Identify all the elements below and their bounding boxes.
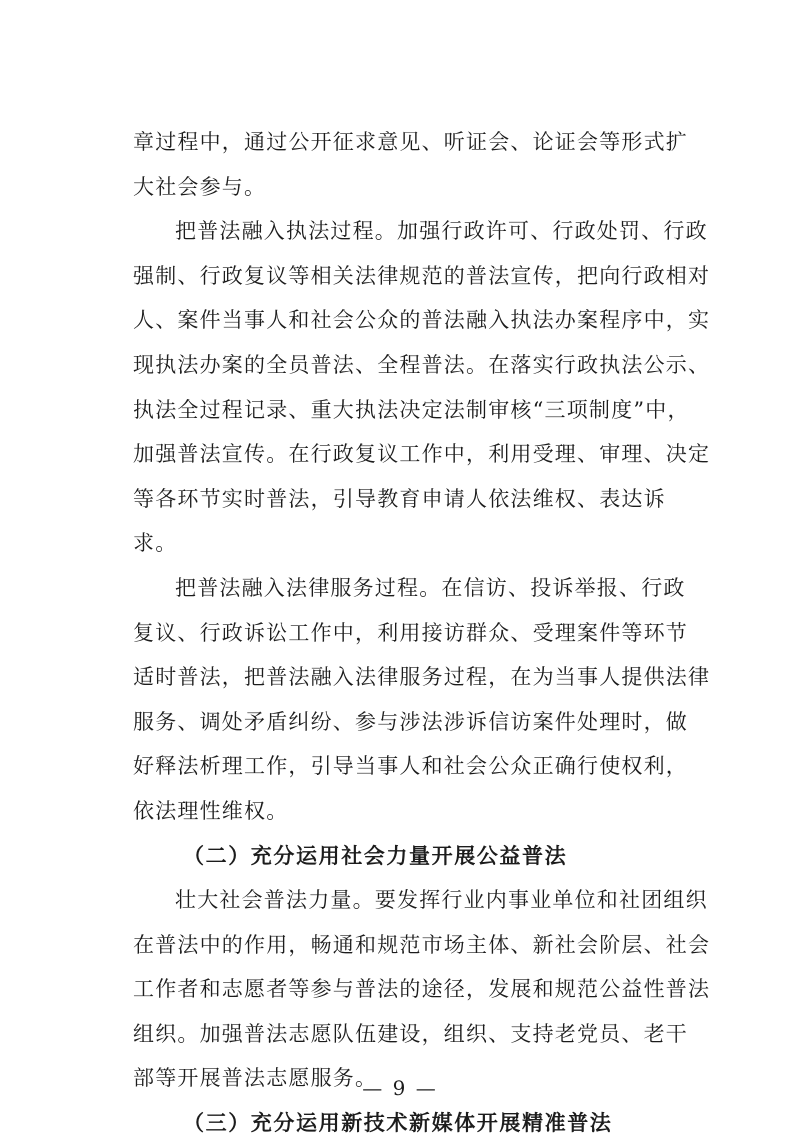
- text-line: 服务、调处矛盾纠纷、参与涉法涉诉信访案件处理时，做: [133, 709, 688, 734]
- text-line: 章过程中，通过公开征求意见、听证会、论证会等形式扩: [133, 130, 688, 154]
- text-line: 等各环节实时普法，引导教育申请人依法维权、表达诉: [133, 486, 666, 511]
- text-line: 组织。加强普法志愿队伍建设，组织、支持老党员、老干: [133, 1021, 688, 1046]
- text-line: 把普法融入法律服务过程。在信访、投诉举报、行政: [175, 575, 686, 600]
- text-line: 工作者和志愿者等参与普法的途径，发展和规范公益性普法: [133, 977, 711, 1002]
- text-line: 人、案件当事人和社会公众的普法融入执法办案程序中，实: [133, 308, 711, 333]
- text-line: 把普法融入执法过程。加强行政许可、行政处罚、行政: [175, 219, 708, 244]
- text-line: 依法理性维权。: [133, 798, 289, 823]
- text-line: 强制、行政复议等相关法律规范的普法宣传，把向行政相对: [133, 263, 711, 288]
- text-line: 加强普法宣传。在行政复议工作中，利用受理、审理、决定: [133, 442, 711, 467]
- text-line: 好释法析理工作，引导当事人和社会公众正确行使权利，: [133, 754, 688, 779]
- text-line: 大社会参与。: [133, 174, 267, 199]
- section-heading: （二）充分运用社会力量开展公益普法: [183, 842, 568, 868]
- text-line: 壮大社会普法力量。要发挥行业内事业单位和社团组织: [175, 888, 708, 913]
- text-line: 执法全过程记录、重大执法决定法制审核“三项制度”中，: [133, 397, 690, 422]
- body-text: [133, 120, 711, 1146]
- text-line: 在普法中的作用，畅通和规范市场主体、新社会阶层、社会: [133, 932, 711, 957]
- section-heading: （三）充分运用新技术新媒体开展精准普法: [183, 1110, 613, 1136]
- text-line: 适时普法，把普法融入法律服务过程，在为当事人提供法律: [133, 665, 711, 690]
- text-line: 现执法办案的全员普法、全程普法。在落实行政执法公示、: [133, 352, 711, 377]
- text-line: 复议、行政诉讼工作中，利用接访群众、受理案件等环节: [133, 620, 688, 645]
- page-number: — 9 —: [362, 1076, 438, 1100]
- text-line: 部等开展普法志愿服务。: [133, 1066, 378, 1091]
- text-line: 求。: [133, 531, 178, 556]
